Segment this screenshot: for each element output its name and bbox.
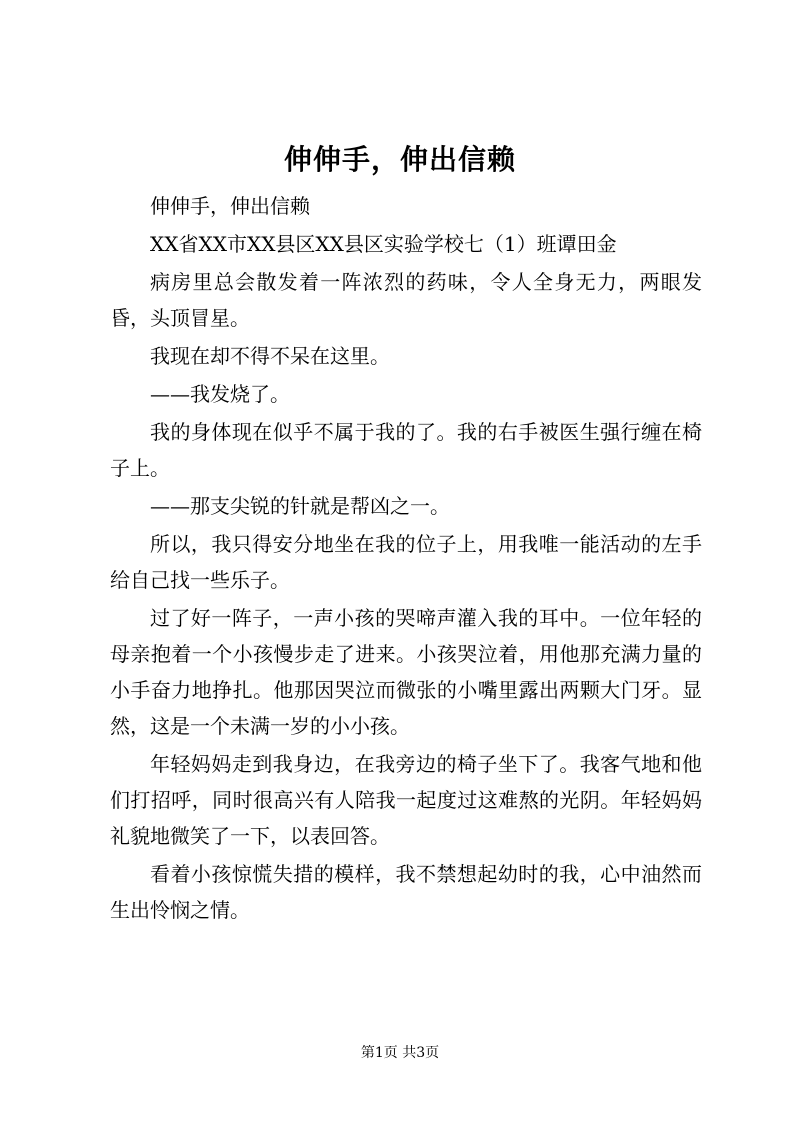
paragraph-author: XX省XX市XX县区XX县区实验学校七（1）班谭田金 xyxy=(150,232,617,256)
paragraph: ——我发烧了。 xyxy=(150,382,290,406)
paragraph: 所以，我只得安分地坐在我的位子上，用我唯一能活动的左手给自己找一些乐子。 xyxy=(110,532,702,592)
paragraph: 我的身体现在似乎不属于我的了。我的右手被医生强行缠在椅子上。 xyxy=(110,420,702,480)
paragraph: ——那支尖锐的针就是帮凶之一。 xyxy=(150,494,450,518)
paragraph: 看着小孩惊慌失措的模样，我不禁想起幼时的我，心中油然而生出怜悯之情。 xyxy=(110,862,702,922)
page-footer: 第1页 共3页 xyxy=(360,1045,440,1061)
paragraph: 我现在却不得不呆在这里。 xyxy=(150,344,390,368)
paragraph-subtitle: 伸伸手，伸出信赖 xyxy=(150,194,310,218)
document-title: 伸伸手，伸出信赖 xyxy=(283,143,516,176)
paragraph: 过了好一阵子，一声小孩的哭啼声灌入我的耳中。一位年轻的母亲抱着一个小孩慢步走了进来。小孩哭泣着，用他那充满力量的小手奋力地挣扎。他那因哭泣而微张的小嘴里露出两颗大门牙。显然，这是一个未满一岁的小小孩。 xyxy=(110,606,702,738)
paragraph: 年轻妈妈走到我身边，在我旁边的椅子坐下了。我客气地和他们打招呼，同时很高兴有人陪我一起度过这难熬的光阴。年轻妈妈礼貌地微笑了一下，以表回答。 xyxy=(110,752,702,848)
document-body xyxy=(110,188,702,928)
paragraph: 病房里总会散发着一阵浓烈的药味，令人全身无力，两眼发昏，头顶冒星。 xyxy=(110,270,702,330)
